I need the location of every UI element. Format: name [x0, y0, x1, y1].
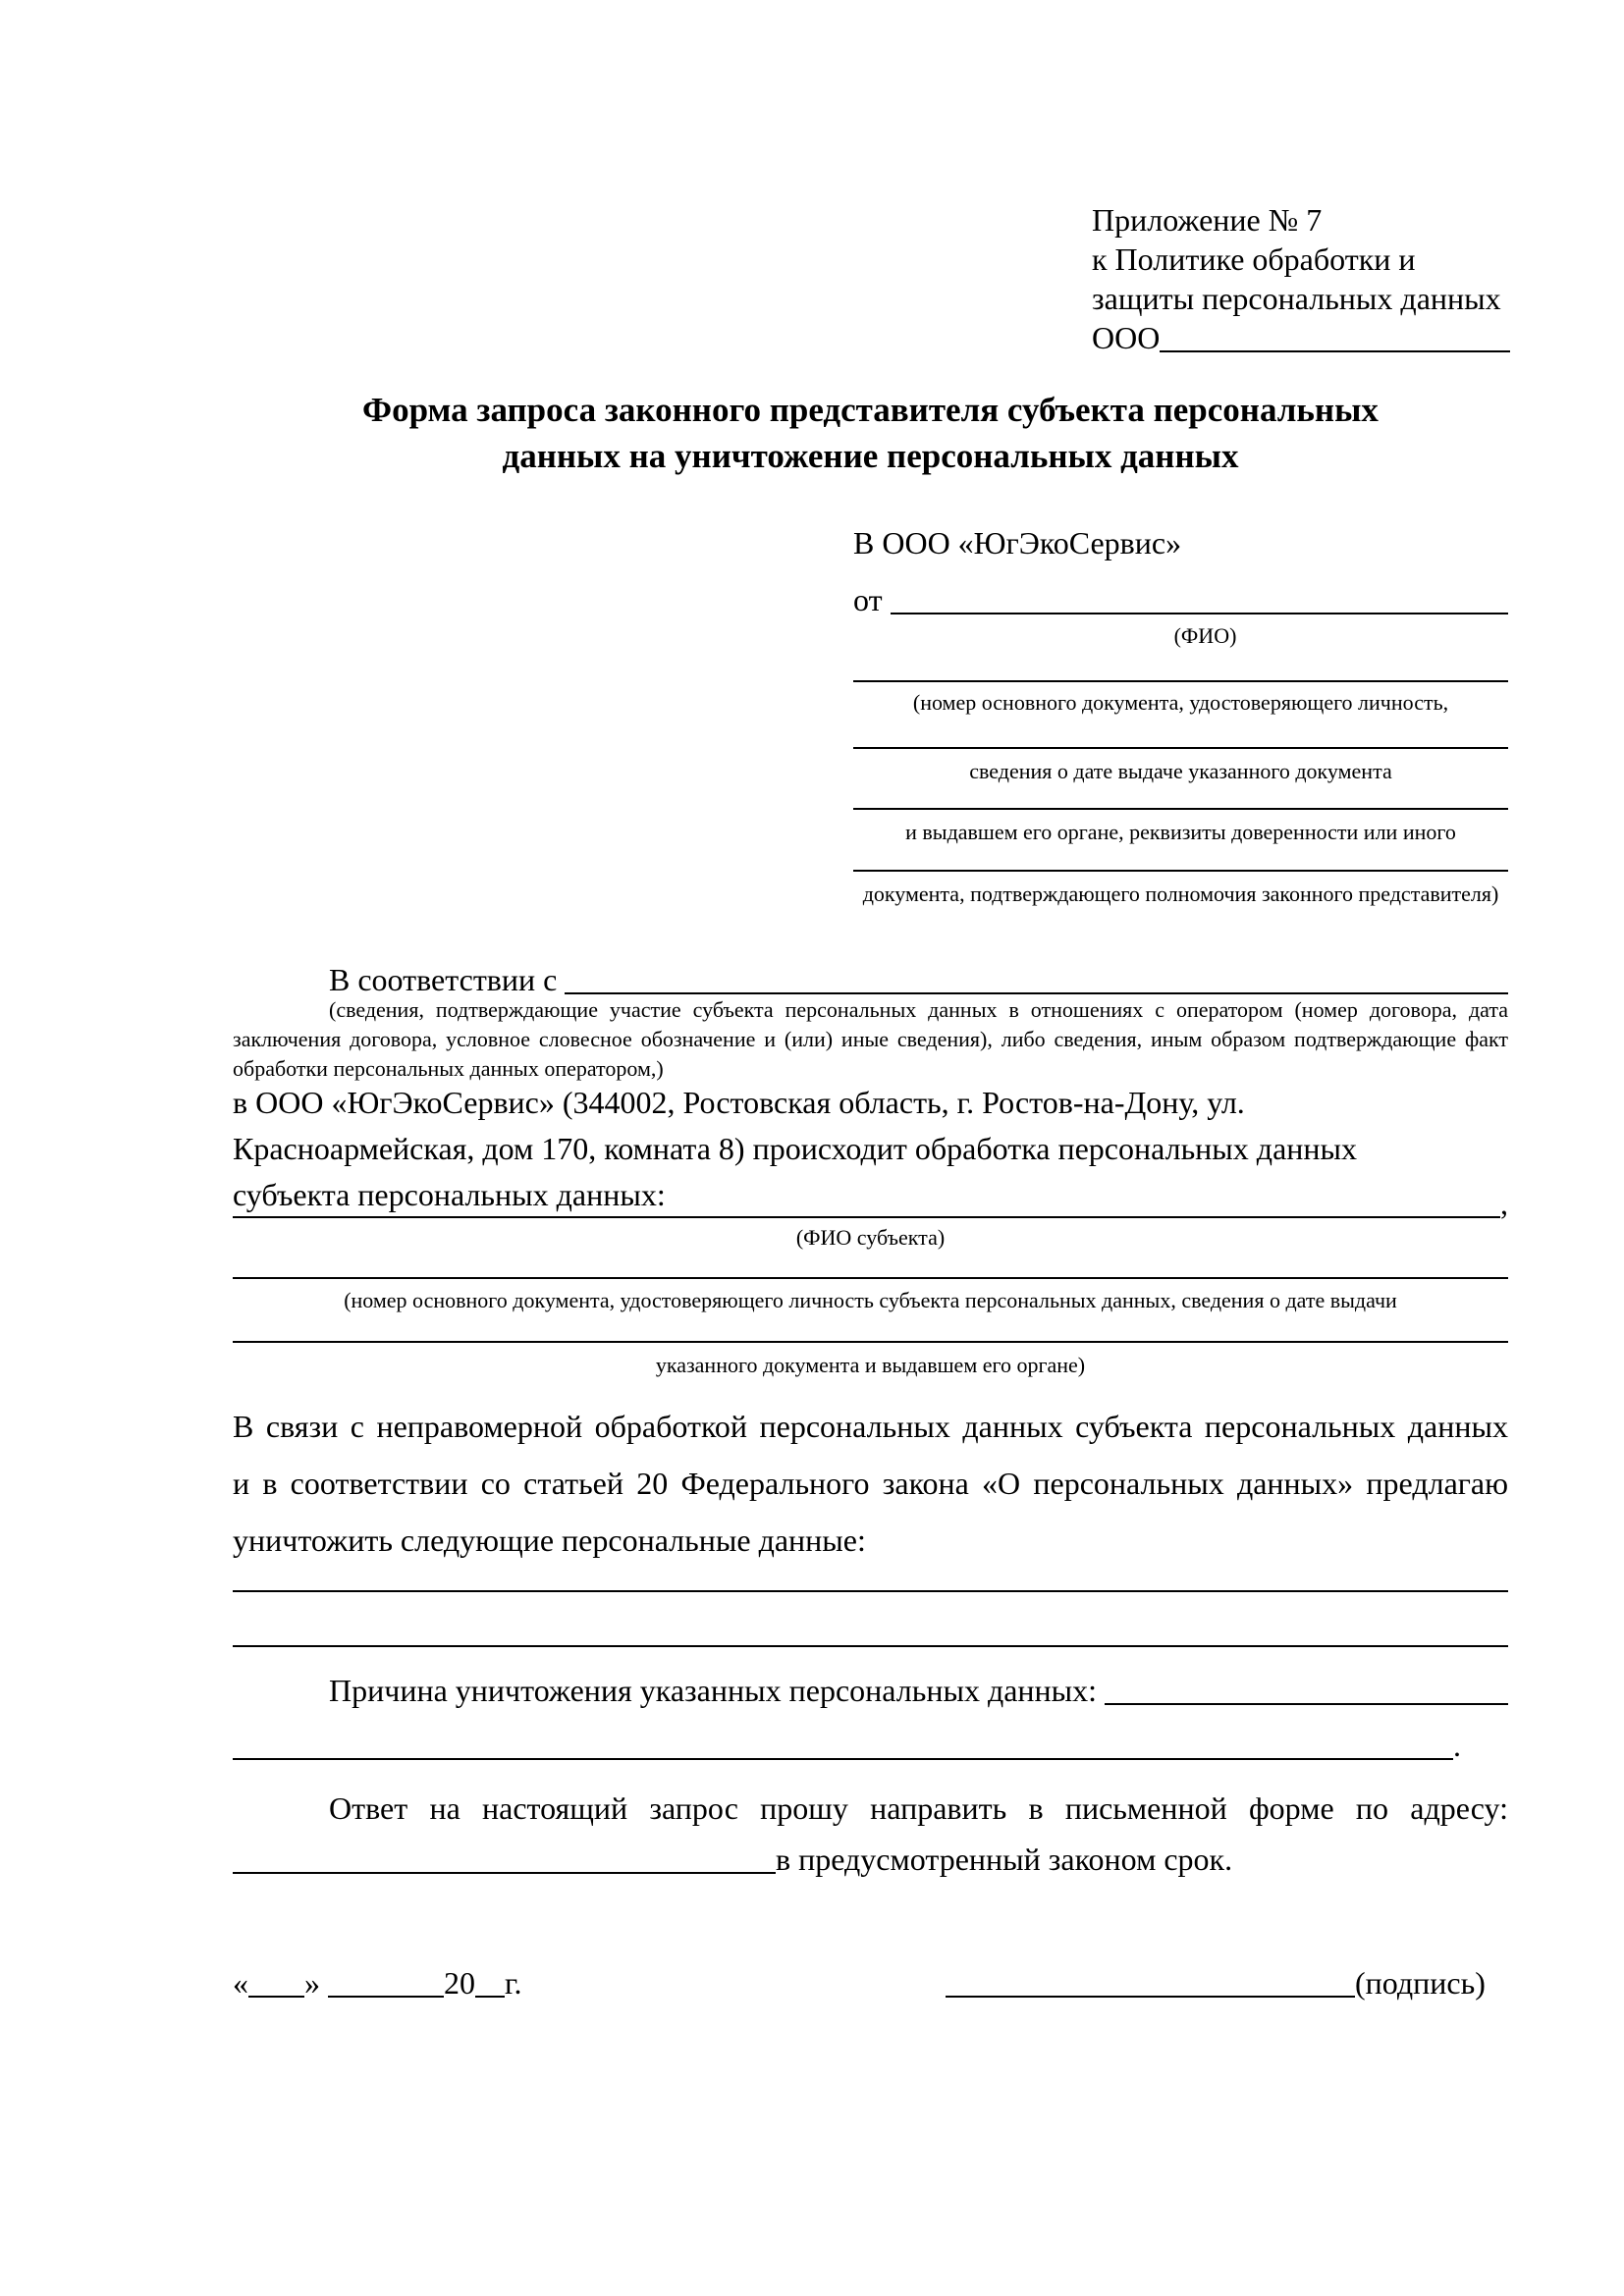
- header-note-line-3: защиты персональных данных: [1092, 281, 1501, 316]
- data-blank-line-2: [233, 1645, 1508, 1647]
- signature-blank-line: [946, 1996, 1355, 1998]
- header-ooo-row: [1092, 318, 1510, 357]
- accordance-note-line-3: обработки персональных данных оператором,): [233, 1056, 664, 1081]
- reason-row: [233, 1671, 1508, 1710]
- doc-blank-line-4: [853, 870, 1508, 872]
- date-field: [233, 1963, 522, 2002]
- operator-paragraph-line-3: субъекта персональных данных:: [233, 1177, 666, 1212]
- request-line-2: и в соответствии со статьей 20 Федерального закона «О персональных данных» предлагаю: [233, 1466, 1508, 1501]
- doc-blank-line-2: [853, 747, 1508, 749]
- header-note-line-1: Приложение № 7: [1092, 202, 1323, 238]
- signature-field: [946, 1963, 1486, 2002]
- answer-tail-row: [233, 1840, 1508, 1879]
- doc-blank-line-3: [853, 808, 1508, 810]
- subject-fio-caption: (ФИО субъекта): [795, 1225, 946, 1250]
- accordance-note-line-2: заключения договора, условное словесное обозначение и (или) иные сведения), либо сведения, иным образом подтверждающие факт: [233, 1027, 1508, 1051]
- header-note-line-2: к Политике обработки и: [1092, 241, 1416, 277]
- date-signature-row: [233, 1963, 1508, 2022]
- reason-period: .: [1453, 1728, 1461, 1763]
- form-title: [233, 387, 1508, 479]
- date-year-blank: [475, 1996, 505, 1998]
- date-month-blank: [328, 1996, 444, 1998]
- date-year-prefix: 20: [444, 1965, 475, 2001]
- subject-doc-caption-2: указанного документа и выдавшем его органе): [655, 1353, 1086, 1377]
- date-year-suffix: г.: [505, 1965, 522, 2001]
- accordance-row: [233, 960, 1508, 999]
- doc-caption-1: (номер основного документа, удостоверяющего личность,: [912, 690, 1449, 715]
- request-line-1: В связи с неправомерной обработкой персональных данных субъекта персональных данных: [233, 1409, 1508, 1444]
- subject-comma: ,: [1500, 1186, 1508, 1221]
- doc-caption-4: документа, подтверждающего полномочия законного представителя): [862, 881, 1499, 906]
- accordance-blank-line: [565, 992, 1508, 994]
- title-line-2: данных на уничтожение персональных данных: [502, 437, 1239, 475]
- reason-label: Причина уничтожения указанных персональных данных:: [329, 1673, 1106, 1708]
- date-quote-close: »: [304, 1965, 320, 2001]
- accordance-lead: В соответствии с: [329, 962, 566, 997]
- subject-fio-row: [233, 1184, 1508, 1223]
- fio-caption: (ФИО): [1173, 623, 1237, 648]
- signature-caption: (подпись): [1355, 1965, 1486, 2001]
- date-quote-open: «: [233, 1965, 248, 2001]
- title-line-1: Форма запроса законного представителя субъекта персональных: [362, 391, 1379, 429]
- header-note: [1092, 200, 1510, 357]
- from-label: от: [853, 582, 891, 617]
- from-blank-line: [891, 613, 1508, 614]
- addressee-company: В ООО «ЮгЭкоСервис»: [853, 525, 1182, 561]
- reason-continuation-row: [233, 1726, 1508, 1765]
- accordance-note: [233, 995, 1508, 1084]
- doc-caption-3: и выдавшем его органе, реквизиты доверенности или иного: [905, 820, 1456, 844]
- reason-blank-line: [1105, 1703, 1508, 1705]
- operator-paragraph-line-2: Красноармейская, дом 170, комната 8) происходит обработка персональных данных: [233, 1131, 1358, 1166]
- ooo-blank-line: [1160, 350, 1510, 352]
- answer-tail: в предусмотренный законом срок.: [776, 1842, 1233, 1877]
- data-blank-line-1: [233, 1590, 1508, 1592]
- reason-continuation-blank-line: [233, 1758, 1453, 1760]
- operator-paragraph-line-1: в ООО «ЮгЭкоСервис» (344002, Ростовская область, г. Ростов-на-Дону, ул.: [233, 1085, 1245, 1120]
- doc-blank-line-1: [853, 680, 1508, 682]
- request-line-3: уничтожить следующие персональные данные:: [233, 1522, 866, 1558]
- doc-caption-2: сведения о дате выдаче указанного документа: [969, 759, 1392, 783]
- addressee-block: [853, 523, 1508, 935]
- from-row: [853, 580, 1508, 619]
- date-day-blank: [248, 1996, 304, 1998]
- accordance-note-line-1: (сведения, подтверждающие участие субъекта персональных данных в отношениях с оператором (номер договора, дата: [329, 997, 1508, 1022]
- answer-paragraph: Ответ на настоящий запрос прошу направить в письменной форме по адресу:: [329, 1790, 1508, 1826]
- address-blank-line: [233, 1872, 776, 1874]
- request-paragraph: [233, 1398, 1508, 1569]
- subject-doc-blank-line-1: [233, 1277, 1508, 1279]
- subject-doc-caption-1: (номер основного документа, удостоверяющего личность субъекта персональных данных, сведения о дате выдачи: [344, 1288, 1397, 1312]
- subject-doc-blank-line-2: [233, 1341, 1508, 1343]
- ooo-label: ООО: [1092, 320, 1161, 355]
- subject-fio-blank-line: [233, 1216, 1500, 1218]
